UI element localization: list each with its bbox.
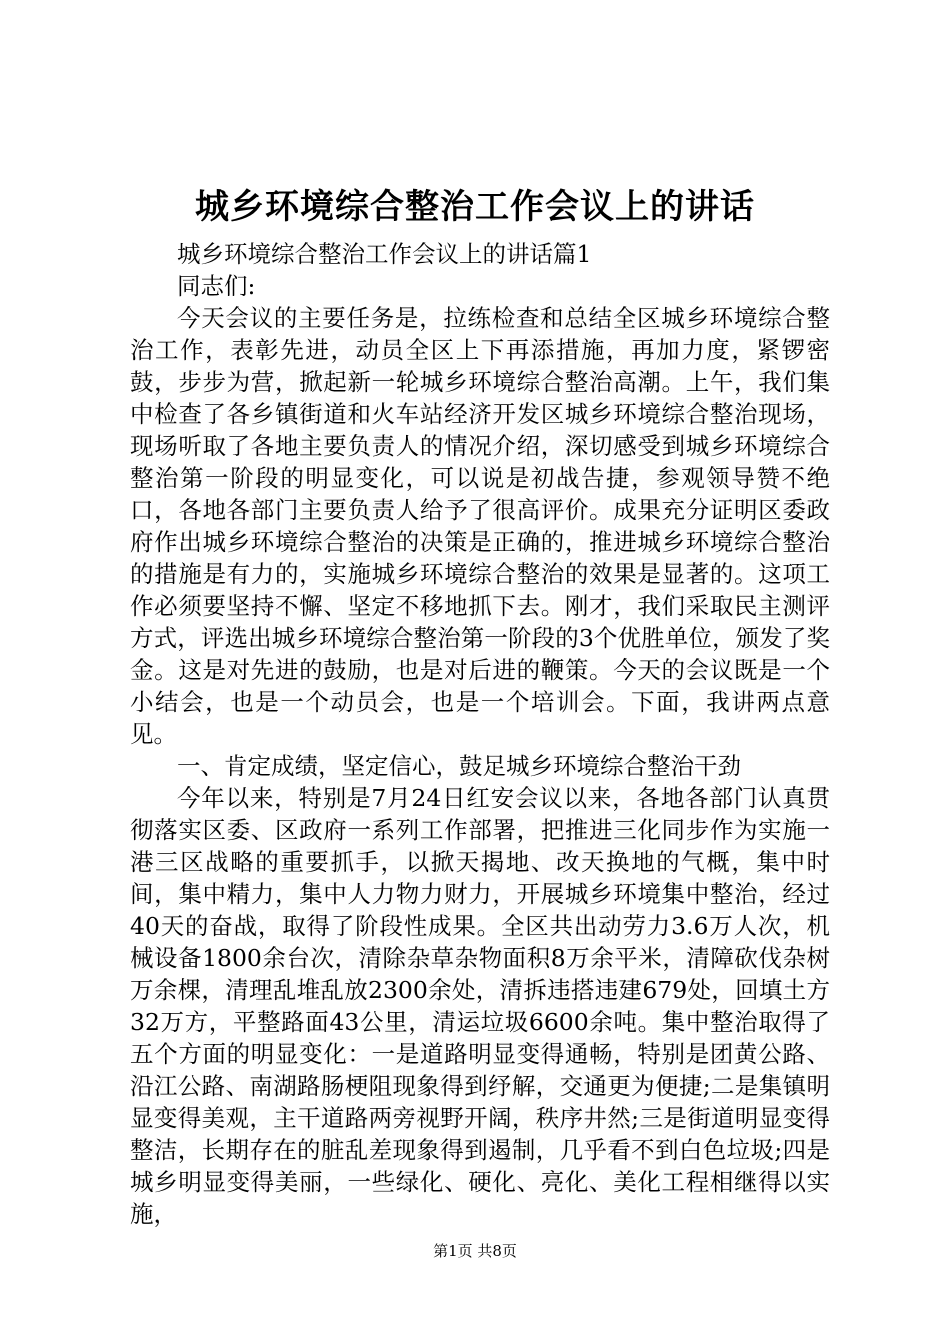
document-body: [130, 238, 830, 1230]
body-paragraph: 今天会议的主要任务是，拉练检查和总结全区城乡环境综合整治工作，表彰先进，动员全区上下再添措施，再加力度，紧锣密鼓，步步为营，掀起新一轮城乡环境综合整治高潮。上午，我们集中检查了各乡镇街道和火车站经济开发区城乡环境综合整治现场，现场听取了各地主要负责人的情况介绍，深切感受到城乡环境综合整治第一阶段的明显变化，可以说是初战告捷，参观领导赞不绝口，各地各部门主要负责人给予了很高评价。成果充分证明区委政府作出城乡环境综合整治的决策是正确的，推进城乡环境综合整治的措施是有力的，实施城乡环境综合整治的效果是显著的。这项工作必须要坚持不懈、坚定不移地抓下去。刚才，我们采取民主测评方式，评选出城乡环境综合整治第一阶段的3个优胜单位，颁发了奖金。这是对先进的鼓励，也是对后进的鞭策。今天的会议既是一个小结会，也是一个动员会，也是一个培训会。下面，我讲两点意见。: [130, 304, 830, 748]
salutation-paragraph: 同志们:: [177, 272, 256, 300]
document-title: 城乡环境综合整治工作会议上的讲话: [195, 187, 755, 227]
subtitle-paragraph: 城乡环境综合整治工作会议上的讲话篇1: [177, 240, 592, 268]
body-paragraph: 今年以来，特别是7月24日红安会议以来，各地各部门认真贯彻落实区委、区政府一系列工作部署，把推进三化同步作为实施一港三区战略的重要抓手，以掀天揭地、改天换地的气概，集中时间，集中精力，集中人力物力财力，开展城乡环境集中整治，经过40天的奋战，取得了阶段性成果。全区共出动劳力3.6万人次，机械设备1800余台次，清除杂草杂物面积8万余平米，清障砍伐杂树万余棵，清理乱堆乱放2300余处，清拆违搭违建679处，回填土方32万方，平整路面43公里，清运垃圾6600余吨。集中整治取得了五个方面的明显变化：一是道路明显变得通畅，特别是团黄公路、沿江公路、南湖路肠梗阻现象得到纾解，交通更为便捷;二是集镇明显变得美观，主干道路两旁视野开阔，秩序井然;三是街道明显变得整洁，长期存在的脏乱差现象得到遏制，几乎看不到白色垃圾;四是城乡明显变得美丽，一些绿化、硬化、亮化、美化工程相继得以实施，: [130, 784, 830, 1228]
page-footer: 第1页 共8页: [433, 1242, 517, 1260]
section-heading: 一、肯定成绩，坚定信心，鼓足城乡环境综合整治干劲: [177, 752, 741, 780]
